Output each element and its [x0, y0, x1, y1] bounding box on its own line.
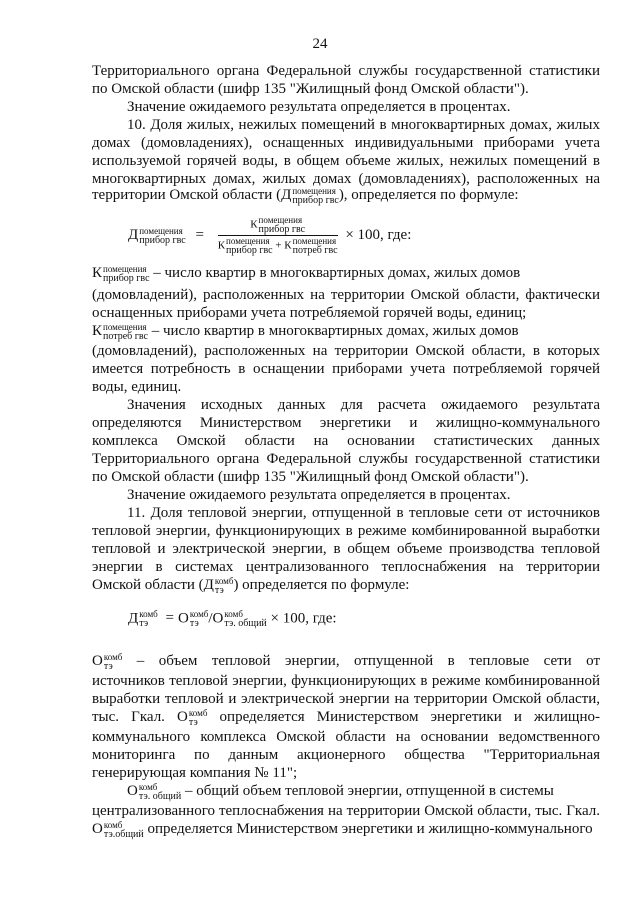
symbol-superscript: помещения [103, 321, 147, 332]
symbol-superscript: помещения [139, 225, 183, 236]
symbol-subscript: прибор гвс [258, 224, 306, 235]
definition-line [127, 782, 600, 801]
symbol-superscript: помещения [103, 263, 147, 274]
definition-line [92, 820, 600, 839]
formula-symbol: К [92, 323, 103, 339]
symbol-subscript: тэ [214, 584, 224, 596]
definition-line [92, 652, 600, 671]
text-fragment: определяется Министерством энергетики и жилищно- [207, 709, 600, 725]
formula-symbol: О [127, 783, 138, 799]
symbol-superscript: комб [214, 575, 234, 586]
text-line: (домовладений), расположенных на территории Омской области, фактически [92, 287, 600, 303]
symbol-subscript: тэ [189, 618, 199, 629]
symbol-superscript: комб [103, 819, 123, 830]
text-line: 10. Доля жилых, нежилых помещений в многоквартирных домах, жилых [127, 117, 600, 133]
text-fragment: тыс. Гкал. О [92, 709, 188, 725]
text-line: по Омской области (шифр 135 "Жилищный фонд Омской области"). [92, 469, 529, 485]
text-line: коммунального комплекса Омской области на основании ведомственного [92, 729, 600, 745]
symbol-superscript: помещения [292, 185, 336, 196]
symbol-superscript: комб [139, 609, 158, 619]
symbol-subscript: тэ [188, 716, 198, 728]
text-line: Значения исходных данных для расчета ожидаемого результата [127, 397, 600, 413]
formula-equals: = [165, 610, 174, 627]
text-line: воды, единиц. [92, 379, 182, 395]
symbol-subscript: потреб гвс [292, 245, 338, 256]
symbol-subscript: тэ [103, 660, 113, 672]
definition-line [92, 264, 600, 283]
symbol-subscript: прибор гвс [103, 272, 150, 284]
page-number: 24 [312, 36, 328, 52]
text-fragment: ) определяется по формуле: [233, 577, 410, 593]
symbol-superscript: комб [224, 609, 243, 619]
text-fragment: Омской области (Д [92, 577, 214, 593]
text-fragment: территории Омской области (Д [92, 187, 292, 203]
formula-equals: = [195, 226, 204, 243]
formula-symbol: Д [128, 226, 139, 243]
text-line: тепловой энергии, функционирующих в режиме комбинированной выработки [92, 523, 600, 539]
formula-symbol: Д [128, 610, 139, 627]
formula-symbol: К [250, 218, 258, 231]
text-fragment: – общий объем тепловой энергии, отпущенной в системы [181, 783, 554, 799]
symbol-superscript: помещения [258, 215, 303, 225]
symbol-subscript: потреб гвс [103, 330, 148, 342]
text-line: комплекса Омской области на основании статистических данных [92, 433, 600, 449]
text-line: энергии в системах централизованного теплоснабжения на территории [92, 559, 600, 575]
symbol-superscript: комб [189, 609, 209, 619]
formula-symbol: О [212, 610, 224, 627]
formula-symbol: О [177, 610, 189, 627]
formula-symbol: К [217, 239, 226, 252]
symbol-subscript: прибор гвс [292, 194, 339, 206]
text-fragment: – объем тепловой энергии, отпущенной в тепловые сети от [122, 653, 600, 669]
text-line: оснащенных приборами учета потребляемой горячей воды, единиц; [92, 305, 527, 321]
symbol-subscript: прибор гвс [139, 234, 186, 246]
symbol-subscript: тэ. общий [138, 790, 182, 802]
formula-symbol: О [92, 653, 103, 669]
symbol-superscript: помещения [226, 236, 270, 246]
text-line: генерирующая компания № 11"; [92, 765, 298, 781]
symbol-superscript: комб [188, 707, 208, 718]
symbol-superscript: комб [103, 651, 123, 662]
text-line: Значение ожидаемого результата определяется в процентах. [127, 99, 511, 115]
formula-symbol: К [284, 239, 292, 252]
text-line: источников тепловой энергии, функционирующих в режиме комбинированной [92, 673, 600, 689]
symbol-subscript: прибор гвс [226, 245, 273, 256]
formula-symbol: О [92, 821, 103, 837]
text-line: домах (домовладениях), оснащенных индивидуальными приборами учета [92, 135, 600, 151]
text-line: 11. Доля тепловой энергии, отпущенной в тепловые сети от источников [127, 505, 600, 521]
formula-symbol: К [92, 265, 103, 281]
fraction-denominator [218, 236, 338, 255]
formula-plus: + [275, 239, 282, 252]
text-line: выработки тепловой и электрической энергии на территории Омской области, [92, 691, 600, 707]
text-line [92, 708, 600, 727]
text-line: по Омской области (шифр 135 "Жилищный фонд Омской области"). [92, 81, 529, 97]
formula-fraction [218, 216, 338, 255]
symbol-subscript: тэ. общий [224, 618, 267, 629]
formula-2 [128, 610, 337, 628]
text-fragment: определяется Министерством энергетики и жилищно-коммунального [143, 821, 593, 837]
text-line: Значение ожидаемого результата определяется в процентах. [127, 487, 511, 503]
text-line: (домовладений), расположенных на территории Омской области, в которых [92, 343, 600, 359]
formula-1 [128, 216, 411, 255]
text-line: используемой горячей воды, в общем объеме жилых, нежилых помещений в [92, 153, 600, 169]
symbol-subscript: тэ.общий [103, 828, 144, 840]
symbol-subscript: тэ [139, 618, 149, 629]
symbol-superscript: комб [138, 781, 158, 792]
formula-slash: / [208, 610, 213, 627]
text-fragment: – число квартир в многоквартирных домах, жилых домов [149, 265, 521, 281]
symbol-superscript: помещения [292, 236, 337, 246]
text-fragment: ), определяется по формуле: [338, 187, 519, 203]
formula-tail: × 100, где: [270, 610, 337, 627]
text-line: Территориального органа Федеральной службы государственной статистики [92, 63, 600, 79]
text-line [92, 186, 600, 205]
definition-line [92, 322, 600, 341]
text-line: мониторинга по данным акционерного общества "Территориальная [92, 747, 600, 763]
text-line: имеется потребность в оснащении приборами учета потребляемой горячей [92, 361, 600, 377]
text-line: Территориального органа Федеральной службы государственной статистики [92, 451, 600, 467]
text-line [92, 576, 600, 595]
fraction-numerator [218, 216, 338, 236]
text-line: определяются Министерством энергетики и жилищно-коммунального [92, 415, 600, 431]
text-fragment: – число квартир в многоквартирных домах, жилых домов [147, 323, 519, 339]
text-line: централизованного теплоснабжения на территории Омской области, тыс. Гкал. [92, 803, 600, 819]
text-line: многоквартирных домах, жилых домах (домовладениях), расположенных на [92, 171, 600, 187]
formula-tail: × 100, где: [345, 226, 412, 243]
text-line: тепловой и электрической энергии, в общем объеме производства тепловой [92, 541, 600, 557]
